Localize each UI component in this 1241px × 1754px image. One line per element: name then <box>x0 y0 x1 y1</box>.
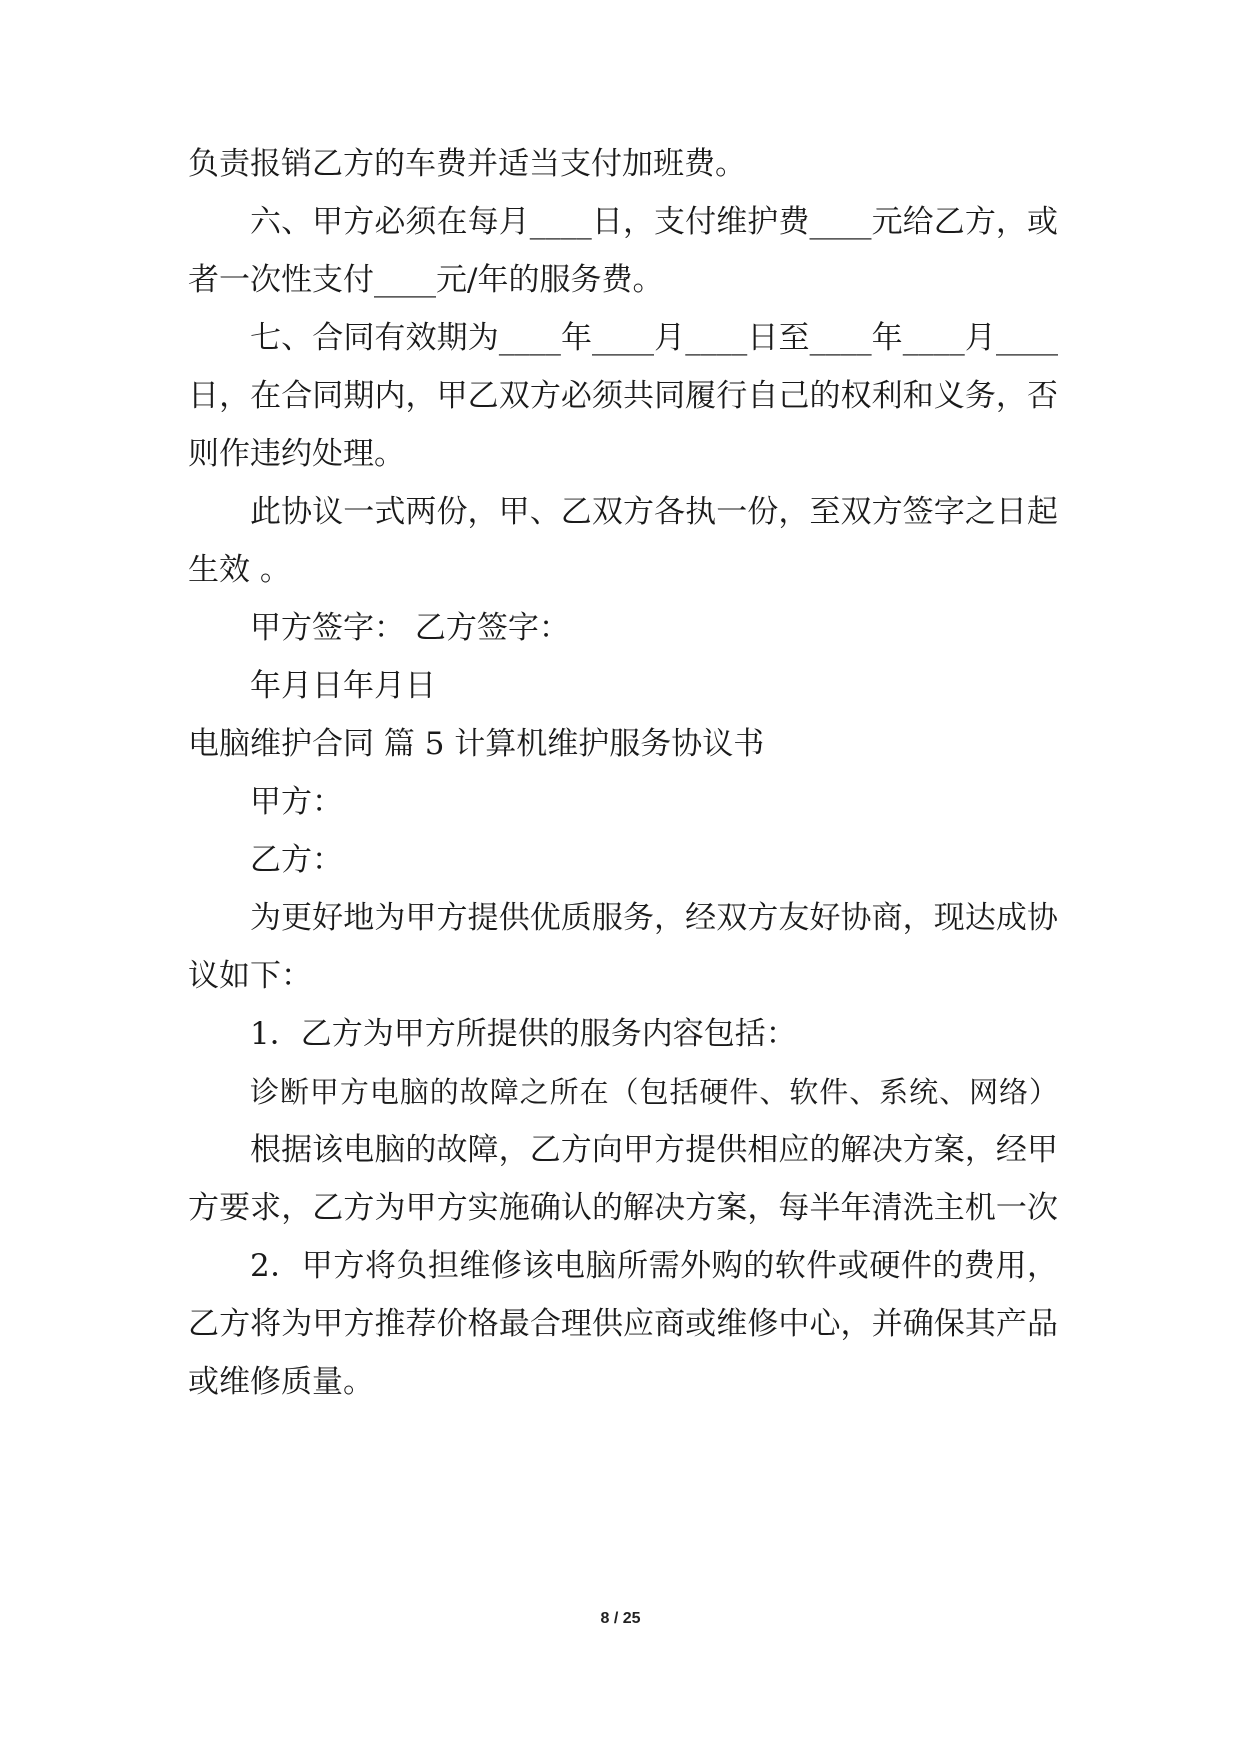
preamble-line: 为更好地为甲方提供优质服务，经双方友好协商，现达成协 <box>250 900 1058 936</box>
clause-six-line: 六、甲方必须在每月____日，支付维护费____元给乙方，或 <box>250 204 1058 240</box>
clause-seven-line: 则作违约处理。 <box>188 436 405 472</box>
agreement-copies-line: 生效 。 <box>188 552 291 588</box>
page-number: 8 / 25 <box>600 1610 641 1627</box>
item-two-line: 2．甲方将负担维修该电脑所需外购的软件或硬件的费用， <box>250 1248 1058 1284</box>
agreement-copies-line: 此协议一式两份，甲、乙双方各执一份，至双方签字之日起 <box>250 494 1058 530</box>
item-one-line: 诊断甲方电脑的故障之所在（包括硬件、软件、系统、网络） <box>250 1075 1058 1109</box>
preamble-line: 议如下： <box>188 958 312 994</box>
clause-seven-line: 日，在合同期内，甲乙双方必须共同履行自己的权利和义务，否 <box>188 378 1058 414</box>
item-one-line: 根据该电脑的故障，乙方向甲方提供相应的解决方案，经甲 <box>250 1132 1058 1168</box>
item-one-heading: 1．乙方为甲方所提供的服务内容包括： <box>250 1016 797 1052</box>
signature-line: 甲方签字： 乙方签字： <box>250 610 570 646</box>
date-line: 年月日年月日 <box>250 668 436 704</box>
item-one-line: 方要求，乙方为甲方实施确认的解决方案，每半年清洗主机一次 <box>188 1190 1058 1226</box>
paragraph-line: 负责报销乙方的车费并适当支付加班费。 <box>188 146 746 182</box>
clause-six-line: 者一次性支付____元/年的服务费。 <box>188 262 664 298</box>
party-b-label: 乙方： <box>250 842 343 878</box>
clause-seven-line: 七、合同有效期为____年____月____日至____年____月____ <box>250 320 1058 356</box>
party-a-label: 甲方： <box>250 784 343 820</box>
item-two-line: 乙方将为甲方推荐价格最合理供应商或维修中心，并确保其产品 <box>188 1306 1058 1342</box>
contract-section-heading: 电脑维护合同 篇 5 计算机维护服务协议书 <box>188 726 765 762</box>
item-two-line: 或维修质量。 <box>188 1364 374 1400</box>
